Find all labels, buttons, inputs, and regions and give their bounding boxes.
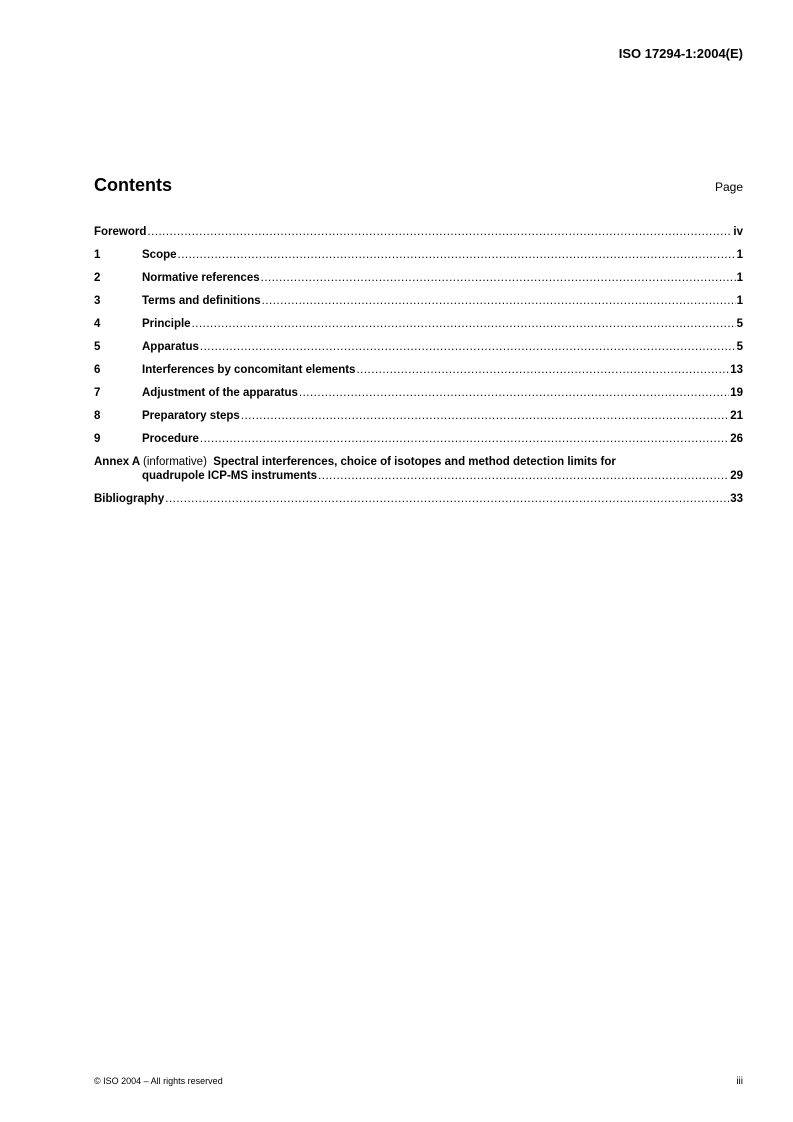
toc-entry-9[interactable] <box>94 433 743 456</box>
toc-entry-title: Apparatus <box>142 341 199 353</box>
dot-leader <box>192 318 736 330</box>
toc-entry-page: 1 <box>736 295 743 307</box>
dot-leader <box>299 387 729 399</box>
toc-entry-page: 29 <box>730 470 743 482</box>
annex-title-line2: quadrupole ICP-MS instruments <box>142 470 318 482</box>
toc-entry-number: 3 <box>94 295 101 307</box>
dot-leader <box>200 433 729 445</box>
toc-entry-8[interactable] <box>94 410 743 433</box>
toc-entry-number: 9 <box>94 433 101 445</box>
annex-label: Annex A <box>94 456 140 468</box>
toc-entry-page: 5 <box>736 341 743 353</box>
contents-title: Contents <box>94 175 172 195</box>
toc-entry-6[interactable] <box>94 364 743 387</box>
toc-entry-1[interactable] <box>94 249 743 272</box>
toc-entry-title: Preparatory steps <box>142 410 240 422</box>
toc-entry-page: 33 <box>730 493 743 505</box>
toc-entry-5[interactable] <box>94 341 743 364</box>
toc-entry-title: Foreword <box>94 226 147 238</box>
toc-entry-3[interactable] <box>94 295 743 318</box>
toc-entry-number: 8 <box>94 410 101 422</box>
toc-entry-number: 6 <box>94 364 101 376</box>
toc-entry-title: Procedure <box>142 433 199 445</box>
annex-title-line1: Spectral interferences, choice of isotopes and method detection limits for <box>213 456 616 468</box>
toc-entry-7[interactable] <box>94 387 743 410</box>
contents-heading <box>94 175 743 196</box>
toc-entry-page: 1 <box>736 272 743 284</box>
toc-entry-title: Terms and definitions <box>142 295 261 307</box>
toc-entry-title: Bibliography <box>94 493 165 505</box>
toc-entry-number: 1 <box>94 249 101 261</box>
copyright-notice: © ISO 2004 – All rights reserved <box>94 1076 223 1086</box>
dot-leader <box>178 249 736 261</box>
toc-entry-title: Normative references <box>142 272 260 284</box>
toc-entry-page: 21 <box>730 410 743 422</box>
dot-leader <box>356 364 729 376</box>
document-id: ISO 17294-1:2004(E) <box>618 46 743 61</box>
dot-leader <box>165 493 729 505</box>
toc-entry-annex-a[interactable] <box>94 456 743 493</box>
page-number: iii <box>736 1076 743 1087</box>
page-column-label: Page <box>714 180 743 194</box>
toc-entry-number: 5 <box>94 341 101 353</box>
toc-entry-page: 19 <box>730 387 743 399</box>
dot-leader <box>262 295 736 307</box>
toc-entry-title: Interferences by concomitant elements <box>142 364 356 376</box>
toc-entry-title: Scope <box>142 249 177 261</box>
dot-leader <box>318 470 729 482</box>
toc-entry-page: 26 <box>730 433 743 445</box>
toc-entry-page: 5 <box>736 318 743 330</box>
toc-entry-number: 4 <box>94 318 101 330</box>
toc-entry-foreword[interactable] <box>94 226 743 249</box>
annex-first-line <box>94 456 743 470</box>
table-of-contents <box>94 226 743 516</box>
page-footer <box>94 1076 743 1087</box>
toc-entry-4[interactable] <box>94 318 743 341</box>
toc-entry-page: iv <box>733 226 743 238</box>
dot-leader <box>200 341 736 353</box>
dot-leader <box>147 226 732 238</box>
toc-entry-title: Principle <box>142 318 191 330</box>
dot-leader <box>241 410 729 422</box>
annex-second-line <box>94 470 743 493</box>
dot-leader <box>261 272 736 284</box>
toc-entry-number: 7 <box>94 387 101 399</box>
toc-entry-page: 13 <box>730 364 743 376</box>
toc-entry-title: Adjustment of the apparatus <box>142 387 298 399</box>
toc-entry-bibliography[interactable] <box>94 493 743 516</box>
annex-type: (informative) <box>143 456 207 468</box>
toc-entry-page: 1 <box>736 249 743 261</box>
toc-entry-2[interactable] <box>94 272 743 295</box>
toc-entry-number: 2 <box>94 272 101 284</box>
